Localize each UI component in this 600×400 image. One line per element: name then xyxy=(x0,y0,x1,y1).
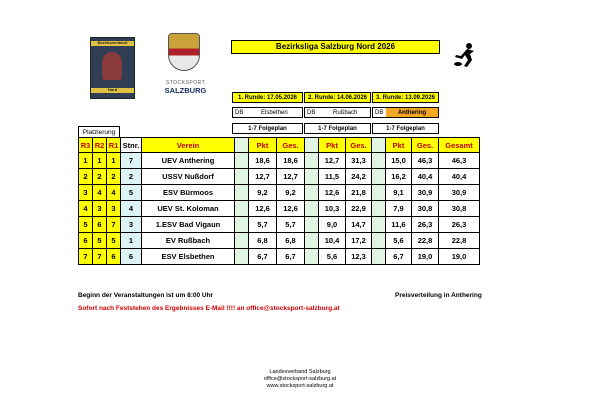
cell-spacer xyxy=(372,185,386,201)
col-ges-3: Ges. xyxy=(412,138,439,153)
cell-r3: 3 xyxy=(79,185,93,201)
cell-r2: 1 xyxy=(93,153,107,169)
cell-g3: 19,0 xyxy=(412,249,439,265)
page-title: Bezirksliga Salzburg Nord 2026 xyxy=(231,40,440,54)
cell-p3: 5,6 xyxy=(386,233,412,249)
cell-p1: 12,7 xyxy=(249,169,277,185)
cell-g1: 18,6 xyxy=(277,153,305,169)
cell-gesamt: 30,8 xyxy=(439,201,480,217)
cell-r2: 2 xyxy=(93,169,107,185)
cell-p1: 9,2 xyxy=(249,185,277,201)
table-row xyxy=(79,233,480,249)
cell-g2: 21,8 xyxy=(346,185,372,201)
cell-gesamt: 22,8 xyxy=(439,233,480,249)
cell-stnr: 1 xyxy=(121,233,142,249)
col-r3: R3 xyxy=(79,138,93,153)
round-3-folgeplan: 1-7 Folgeplan xyxy=(372,123,439,134)
cell-p3: 16,2 xyxy=(386,169,412,185)
cell-r3: 6 xyxy=(79,233,93,249)
cell-spacer xyxy=(235,233,249,249)
cell-p1: 6,8 xyxy=(249,233,277,249)
footer-line1: Landesverband Salzburg xyxy=(269,369,331,375)
cell-g1: 12,7 xyxy=(277,169,305,185)
cell-gesamt: 46,3 xyxy=(439,153,480,169)
cell-spacer xyxy=(305,153,319,169)
cell-spacer xyxy=(305,201,319,217)
cell-spacer xyxy=(305,217,319,233)
cell-spacer xyxy=(235,153,249,169)
cell-r2: 5 xyxy=(93,233,107,249)
venue-label: Elsbethen xyxy=(261,110,288,116)
cell-g1: 9,2 xyxy=(277,185,305,201)
col-spacer-1 xyxy=(235,138,249,153)
logo-figure xyxy=(102,52,122,80)
round-1-header: 1. Runde: 17.05.2026 xyxy=(232,92,303,103)
cell-p2: 10,3 xyxy=(319,201,346,217)
cell-g3: 46,3 xyxy=(412,153,439,169)
cell-p3: 11,6 xyxy=(386,217,412,233)
table-row xyxy=(79,169,480,185)
col-ges-2: Ges. xyxy=(346,138,372,153)
cell-r2: 7 xyxy=(93,249,107,265)
cell-g2: 31,3 xyxy=(346,153,372,169)
cell-verein: USSV Nußdorf xyxy=(142,169,235,185)
table-header-row xyxy=(79,138,480,153)
cell-g3: 30,9 xyxy=(412,185,439,201)
logo-line1: STOCKSPORT xyxy=(165,80,206,86)
col-gesamt: Gesamt xyxy=(439,138,480,153)
cell-r1: 6 xyxy=(107,249,121,265)
cell-r3: 2 xyxy=(79,169,93,185)
cell-p2: 5,6 xyxy=(319,249,346,265)
cell-p3: 15,0 xyxy=(386,153,412,169)
cell-spacer xyxy=(372,153,386,169)
cell-r1: 4 xyxy=(107,185,121,201)
cell-p3: 7,9 xyxy=(386,201,412,217)
cell-verein: UEV St. Koloman xyxy=(142,201,235,217)
email-note: Sofort nach Feststehen des Ergebnisses E-Mail !!!! an office@stocksport-salzburg.at xyxy=(78,305,340,312)
cell-r2: 6 xyxy=(93,217,107,233)
cell-verein: EV Rußbach xyxy=(142,233,235,249)
col-verein: Verein xyxy=(142,138,235,153)
cell-spacer xyxy=(235,217,249,233)
cell-verein: ESV Bürmoos xyxy=(142,185,235,201)
cell-spacer xyxy=(305,233,319,249)
cell-verein: UEV Anthering xyxy=(142,153,235,169)
cell-r1: 5 xyxy=(107,233,121,249)
logo-text-bottom: Nord xyxy=(107,87,118,92)
cell-spacer xyxy=(372,233,386,249)
round-1-venue-row xyxy=(232,107,303,118)
preisverteilung-note: Preisverteilung in Anthering xyxy=(395,292,482,299)
col-spacer-3 xyxy=(372,138,386,153)
round-3-header: 3. Runde: 13.09.2026 xyxy=(372,92,439,103)
cell-g2: 22,9 xyxy=(346,201,372,217)
cell-spacer xyxy=(372,249,386,265)
cell-g3: 22,8 xyxy=(412,233,439,249)
cell-spacer xyxy=(235,185,249,201)
col-r2: R2 xyxy=(93,138,107,153)
col-pkt-1: Pkt xyxy=(249,138,277,153)
cell-g2: 24,2 xyxy=(346,169,372,185)
cell-r2: 4 xyxy=(93,185,107,201)
curler-player-icon xyxy=(452,42,478,68)
cell-spacer xyxy=(305,249,319,265)
db-label: DB xyxy=(375,110,384,116)
footer-line3: www.stocksport-salzburg.at xyxy=(266,383,334,389)
cell-stnr: 7 xyxy=(121,153,142,169)
cell-stnr: 3 xyxy=(121,217,142,233)
cell-p2: 12,6 xyxy=(319,185,346,201)
cell-stnr: 5 xyxy=(121,185,142,201)
cell-r3: 1 xyxy=(79,153,93,169)
cell-g3: 30,8 xyxy=(412,201,439,217)
col-ges-1: Ges. xyxy=(277,138,305,153)
cell-p1: 12,6 xyxy=(249,201,277,217)
beginn-note: Beginn der Veranstaltungen ist um 8:00 Uhr xyxy=(78,292,214,299)
cell-p1: 6,7 xyxy=(249,249,277,265)
table-row xyxy=(79,185,480,201)
cell-g2: 17,2 xyxy=(346,233,372,249)
cell-g3: 40,4 xyxy=(412,169,439,185)
cell-spacer xyxy=(372,217,386,233)
cell-spacer xyxy=(372,169,386,185)
bezirksverband-logo xyxy=(90,37,135,99)
salzburg-shield-icon xyxy=(168,33,200,71)
venue-label: Rußbach xyxy=(333,110,358,116)
db-label: DB xyxy=(307,110,316,116)
standings-table xyxy=(78,137,480,265)
cell-p3: 9,1 xyxy=(386,185,412,201)
cell-g2: 12,3 xyxy=(346,249,372,265)
table-row xyxy=(79,217,480,233)
cell-g1: 6,8 xyxy=(277,233,305,249)
cell-spacer xyxy=(305,185,319,201)
cell-g2: 14,7 xyxy=(346,217,372,233)
cell-g3: 26,3 xyxy=(412,217,439,233)
cell-stnr: 4 xyxy=(121,201,142,217)
cell-verein: 1.ESV Bad Vigaun xyxy=(142,217,235,233)
cell-spacer xyxy=(305,169,319,185)
cell-spacer xyxy=(372,201,386,217)
cell-r1: 7 xyxy=(107,217,121,233)
logo-text-top: Bezirksverband xyxy=(97,40,128,45)
cell-p3: 6,7 xyxy=(386,249,412,265)
footer-line2: office@stocksport-salzburg.at xyxy=(263,376,337,382)
round-1-folgeplan: 1-7 Folgeplan xyxy=(232,123,303,134)
cell-g1: 5,7 xyxy=(277,217,305,233)
stocksport-salzburg-logo xyxy=(158,33,213,103)
col-spacer-2 xyxy=(305,138,319,153)
cell-gesamt: 26,3 xyxy=(439,217,480,233)
col-pkt-2: Pkt xyxy=(319,138,346,153)
cell-p2: 11,5 xyxy=(319,169,346,185)
logo-line2: SALZBURG xyxy=(164,86,207,95)
cell-r3: 7 xyxy=(79,249,93,265)
cell-spacer xyxy=(235,201,249,217)
cell-g1: 12,6 xyxy=(277,201,305,217)
db-label: DB xyxy=(235,110,244,116)
venue-label: Anthering xyxy=(386,108,438,117)
cell-verein: ESV Elsbethen xyxy=(142,249,235,265)
round-2-header: 2. Runde: 14.06.2026 xyxy=(304,92,371,103)
cell-spacer xyxy=(235,169,249,185)
cell-p1: 5,7 xyxy=(249,217,277,233)
cell-r3: 5 xyxy=(79,217,93,233)
cell-stnr: 6 xyxy=(121,249,142,265)
cell-r3: 4 xyxy=(79,201,93,217)
cell-g1: 6,7 xyxy=(277,249,305,265)
col-stnr: Stnr. xyxy=(121,138,142,153)
col-pkt-3: Pkt xyxy=(386,138,412,153)
cell-spacer xyxy=(235,249,249,265)
table-row xyxy=(79,249,480,265)
cell-r1: 3 xyxy=(107,201,121,217)
cell-p2: 12,7 xyxy=(319,153,346,169)
cell-stnr: 2 xyxy=(121,169,142,185)
cell-gesamt: 19,0 xyxy=(439,249,480,265)
platzierung-label: Platzierung xyxy=(78,126,120,137)
round-3-venue-row xyxy=(372,107,439,118)
round-2-folgeplan: 1-7 Folgeplan xyxy=(304,123,371,134)
cell-gesamt: 30,9 xyxy=(439,185,480,201)
cell-r2: 3 xyxy=(93,201,107,217)
cell-gesamt: 40,4 xyxy=(439,169,480,185)
cell-r1: 1 xyxy=(107,153,121,169)
cell-p2: 10,4 xyxy=(319,233,346,249)
cell-p2: 9,0 xyxy=(319,217,346,233)
col-r1: R1 xyxy=(107,138,121,153)
table-row xyxy=(79,201,480,217)
round-2-venue-row xyxy=(304,107,371,118)
cell-r1: 2 xyxy=(107,169,121,185)
cell-p1: 18,6 xyxy=(249,153,277,169)
table-row xyxy=(79,153,480,169)
